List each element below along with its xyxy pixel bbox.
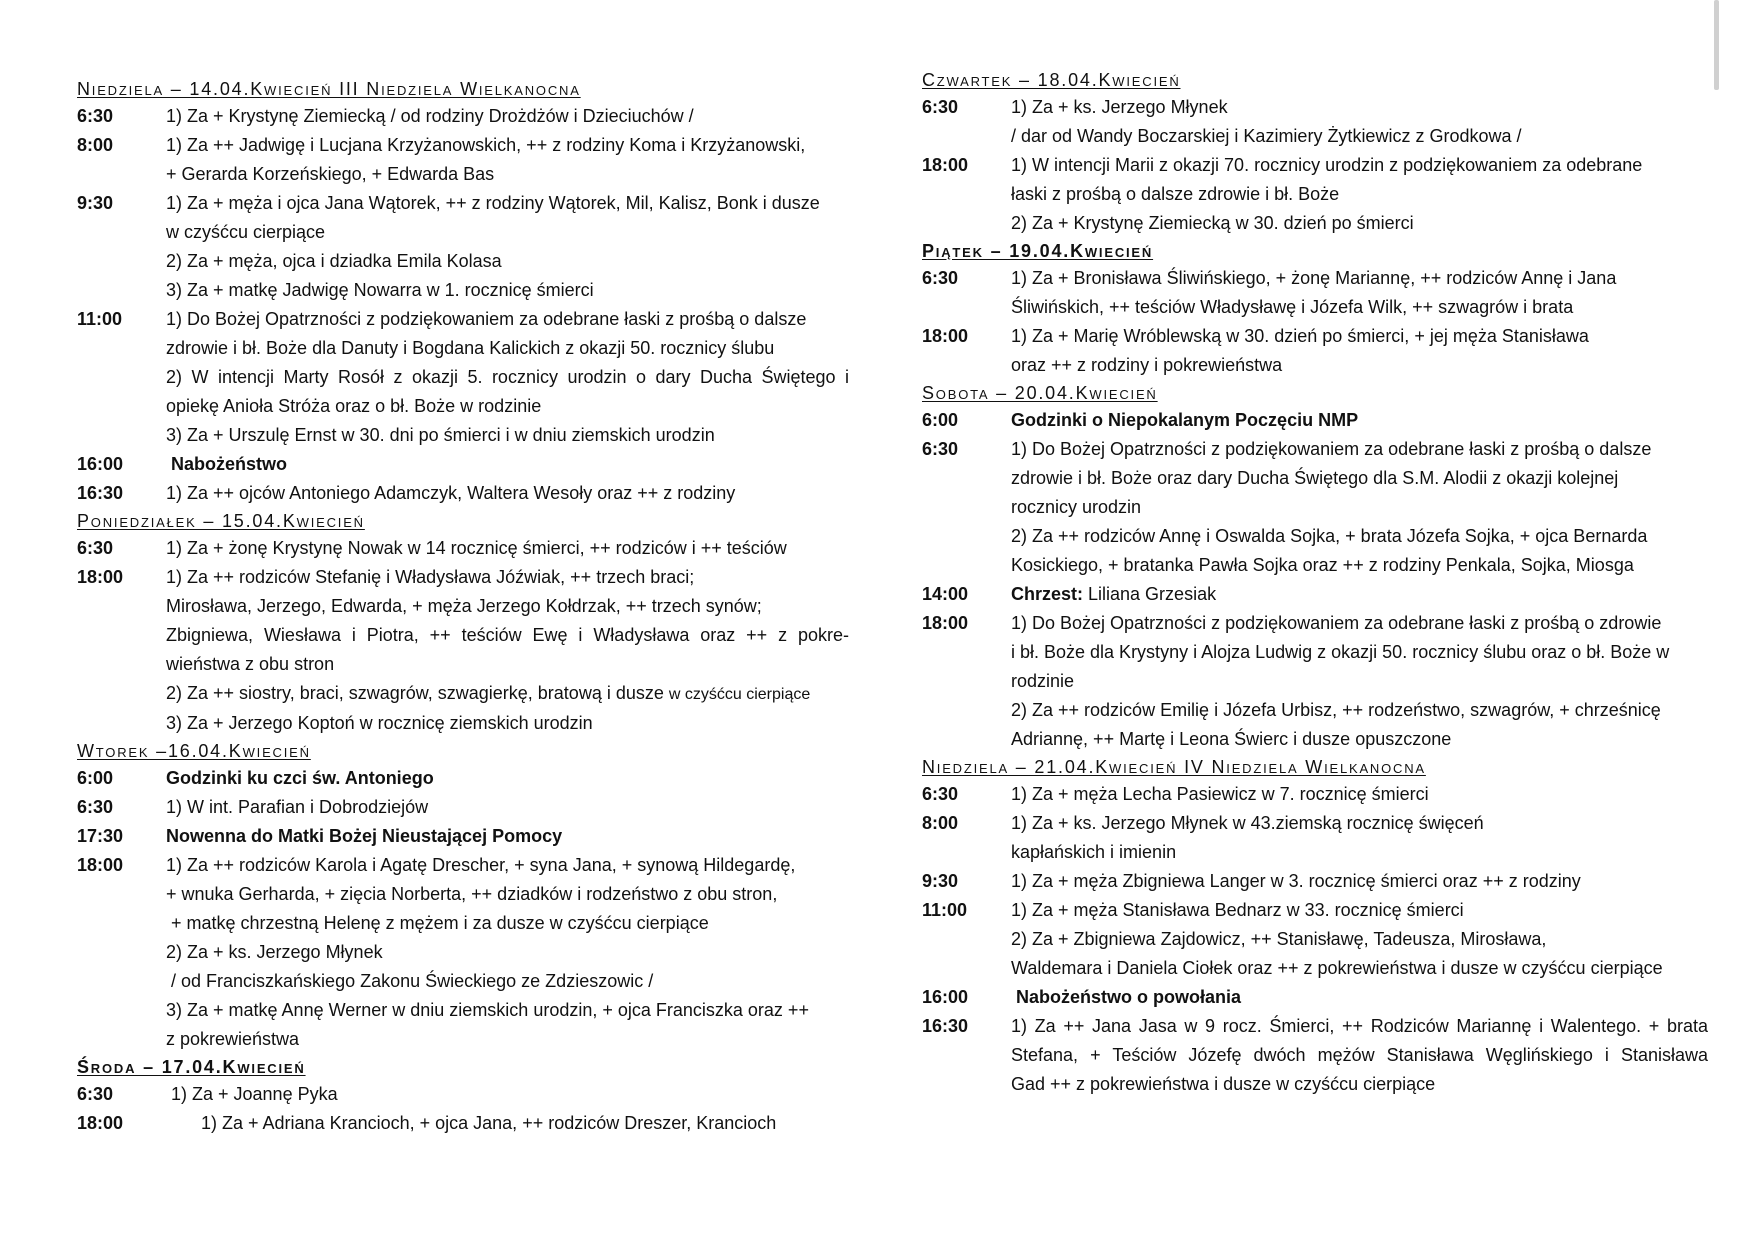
service-name: Nowenna do Matki Bożej Nieustającej Pomocy: [166, 826, 563, 846]
intention-line: + matkę chrzestną Helenę z mężem i za dusze w czyśćcu cierpiące: [171, 913, 709, 933]
intention-line: 1) Za + ks. Jerzego Młynek: [1011, 97, 1228, 117]
intention-line: 1) Za + Joannę Pyka: [171, 1084, 338, 1104]
service-name: Godzinki o Niepokalanym Poczęciu NMP: [1011, 410, 1359, 430]
intention-line: Mirosława, Jerzego, Edwarda, + męża Jerzego Kołdrzak, ++ trzech synów;: [166, 596, 762, 616]
mass-time: 16:30: [922, 1016, 969, 1036]
mass-entry: [922, 151, 1708, 238]
intention-line: 1) Za + Krystynę Ziemiecką / od rodziny Drożdżów i Dzieciuchów /: [166, 106, 694, 126]
mass-time: 11:00: [922, 900, 968, 920]
mass-entry: [922, 780, 1708, 809]
day-header-thursday-18: Czwartek – 18.04.Kwiecień: [922, 70, 1181, 90]
intention-line: + Gerarda Korzeńskiego, + Edwarda Bas: [166, 164, 495, 184]
mass-time: 18:00: [77, 1113, 124, 1133]
service-entry: [922, 983, 1708, 1012]
mass-entry: [922, 93, 1708, 151]
mass-entry: [77, 479, 849, 508]
intention-line: oraz ++ z rodziny i pokrewieństwa: [1011, 355, 1283, 375]
day-header-monday-15: Poniedziałek – 15.04.Kwiecień: [77, 511, 365, 531]
left-column: [77, 76, 849, 1138]
intention-line: 1) Za + Marię Wróblewską w 30. dzień po śmierci, + jej męża Stanisława: [1011, 326, 1589, 346]
mass-entry: [77, 534, 849, 563]
mass-time: 16:00: [922, 987, 969, 1007]
intention-line: Adriannę, ++ Martę i Leona Świerc i dusze opuszczone: [1011, 729, 1452, 749]
intention-line: 3) Za + matkę Jadwigę Nowarra w 1. rocznicę śmierci: [166, 280, 594, 300]
service-name: Godzinki ku czci św. Antoniego: [166, 768, 434, 788]
intention-line: rodzinie: [1011, 671, 1075, 691]
intention-line: + wnuka Gerharda, + zięcia Norberta, ++ dziadków i rodzeństwo z obu stron,: [166, 884, 778, 904]
intention-text: 2) Za ++ siostry, braci, szwagrów, szwagierkę, bratową i dusze: [166, 683, 669, 703]
intention-line: 1) Za + męża Zbigniewa Langer w 3. rocznicę śmierci oraz ++ z rodziny: [1011, 871, 1581, 891]
service-entry: [77, 764, 849, 793]
mass-time: 9:30: [922, 871, 959, 891]
intention-line: wieństwa z obu stron: [166, 654, 335, 674]
mass-time: 11:00: [77, 309, 123, 329]
intention-line: Gad ++ z pokrewieństwa i dusze w czyśćcu cierpiące: [1011, 1074, 1436, 1094]
intention-line: i bł. Boże dla Krystyny i Alojza Ludwig z okazji 50. rocznicy ślubu oraz o bł. Boże w: [1011, 642, 1670, 662]
intention-line: 1) Do Bożej Opatrzności z podziękowaniem za odebrane łaski z prośbą o dalsze: [1011, 439, 1652, 459]
mass-time: 17:30: [77, 826, 124, 846]
intention-line: 1) Za + Bronisława Śliwińskiego, + żonę Mariannę, ++ rodziców Annę i Jana: [1011, 268, 1617, 288]
mass-entry: [77, 1080, 849, 1109]
intention-line: 1) Za ++ rodziców Karola i Agatę Drescher, + syna Jana, + synową Hildegardę,: [166, 855, 796, 875]
baptism-label: Chrzest:: [1011, 584, 1084, 604]
mass-entry: [77, 1109, 849, 1138]
mass-time: 6:00: [77, 768, 114, 788]
baptism-line: [1011, 580, 1708, 609]
intention-line: 1) W int. Parafian i Dobrodziejów: [166, 797, 429, 817]
mass-time: 8:00: [922, 813, 959, 833]
mass-entry: [922, 867, 1708, 896]
right-column: [922, 67, 1708, 1099]
intention-line: [166, 679, 849, 709]
mass-time: 6:30: [922, 439, 959, 459]
baptism-entry: [922, 580, 1708, 609]
intention-line: 3) Za + Jerzego Koptoń w rocznicę ziemskich urodzin: [166, 713, 593, 733]
service-name: Nabożeństwo o powołania: [1016, 987, 1242, 1007]
mass-time: 6:30: [922, 97, 959, 117]
mass-time: 18:00: [77, 567, 124, 587]
intention-line: 1) Za + męża Lecha Pasiewicz w 7. rocznicę śmierci: [1011, 784, 1429, 804]
mass-time: 6:30: [922, 784, 959, 804]
intention-line: 2) Za + męża, ojca i dziadka Emila Kolasa: [166, 251, 502, 271]
intention-text-small: w czyśćcu cierpiące: [668, 686, 811, 703]
intention-line: 1) Za ++ ojców Antoniego Adamczyk, Waltera Wesoły oraz ++ z rodziny: [166, 483, 736, 503]
mass-time: 6:30: [922, 268, 959, 288]
intention-line: 2) Za ++ rodziców Emilię i Józefa Urbisz, ++ rodzeństwo, szwagrów, + chrześnicę: [1011, 700, 1661, 720]
intention-line: 2) Za + Zbigniewa Zajdowicz, ++ Stanisławę, Tadeusza, Mirosława,: [1011, 929, 1547, 949]
intention-line: łaski z prośbą o dalsze zdrowie i bł. Boże: [1011, 184, 1340, 204]
service-entry: [922, 406, 1708, 435]
day-header-tuesday-16: Wtorek –16.04.Kwiecień: [77, 741, 311, 761]
mass-entry: [77, 851, 849, 1054]
mass-entry: [922, 809, 1708, 867]
mass-entry: [77, 793, 849, 822]
intention-line: zdrowie i bł. Boże dla Danuty i Bogdana Kalickich z okazji 50. rocznicy ślubu: [166, 338, 775, 358]
mass-time: 8:00: [77, 135, 114, 155]
intention-line: 2) W intencji Marty Rosół z okazji 5. rocznicy urodzin o dary Ducha Świętego i: [166, 367, 849, 387]
intention-line: 1) Za ++ Jana Jasa w 9 rocz. Śmierci, ++ Rodziców Mariannę i Walentego. + brata: [1011, 1016, 1708, 1036]
intention-line: rocznicy urodzin: [1011, 497, 1142, 517]
intention-line: 1) Do Bożej Opatrzności z podziękowaniem za odebrane łaski z prośbą o dalsze: [166, 309, 807, 329]
day-header-wednesday-17: Środa – 17.04.Kwiecień: [77, 1057, 306, 1077]
mass-time: 18:00: [77, 855, 124, 875]
intention-line: 1) Do Bożej Opatrzności z podziękowaniem za odebrane łaski z prośbą o zdrowie: [1011, 613, 1662, 633]
mass-entry: [77, 131, 849, 189]
mass-entry: [77, 305, 849, 450]
mass-entry: [922, 896, 1708, 983]
intention-line: / od Franciszkańskiego Zakonu Świeckiego ze Zdzieszowic /: [171, 971, 654, 991]
intention-line: 1) W intencji Marii z okazji 70. rocznicy urodzin z podziękowaniem za odebrane: [1011, 155, 1643, 175]
intention-line: zdrowie i bł. Boże oraz dary Ducha Świętego dla S.M. Alodii z okazji kolejnej: [1011, 468, 1619, 488]
intention-line: Śliwińskich, ++ teściów Władysławę i Józefa Wilk, ++ szwagrów i brata: [1011, 297, 1574, 317]
mass-entry: [77, 189, 849, 305]
mass-time: 6:30: [77, 797, 114, 817]
service-name: Nabożeństwo: [171, 454, 288, 474]
mass-time: 6:30: [77, 1084, 114, 1104]
intention-line: Zbigniewa, Wiesława i Piotra, ++ teściów Ewę i Władysława oraz ++ z pokre-: [166, 625, 849, 645]
intention-line: 1) Za + Adriana Krancioch, + ojca Jana, ++ rodziców Dreszer, Krancioch: [201, 1113, 777, 1133]
intention-line: Stefana, + Teściów Józefę dwóch mężów Stanisława Węglińskiego i Stanisława: [1011, 1045, 1708, 1065]
mass-time: 6:30: [77, 538, 114, 558]
day-header-sunday-21: Niedziela – 21.04.Kwiecień IV Niedziela Wielkanocna: [922, 757, 1426, 777]
intention-line: Waldemara i Daniela Ciołek oraz ++ z pokrewieństwa i dusze w czyśćcu cierpiące: [1011, 958, 1663, 978]
intention-line: 2) Za + ks. Jerzego Młynek: [166, 942, 383, 962]
intention-line: 1) Za + ks. Jerzego Młynek w 43.ziemską rocznicę święceń: [1011, 813, 1484, 833]
intention-line: 2) Za + Krystynę Ziemiecką w 30. dzień po śmierci: [1011, 213, 1414, 233]
intention-line: 1) Za + męża i ojca Jana Wątorek, ++ z rodziny Wątorek, Mil, Kalisz, Bonk i dusze: [166, 193, 820, 213]
mass-time: 18:00: [922, 613, 969, 633]
mass-time: 18:00: [922, 326, 969, 346]
intention-line: / dar od Wandy Boczarskiej i Kazimiery Żytkiewicz z Grodkowa /: [1011, 126, 1522, 146]
mass-time: 16:00: [77, 454, 124, 474]
intention-line: z pokrewieństwa: [166, 1029, 300, 1049]
day-header-sunday-14: Niedziela – 14.04.Kwiecień III Niedziela Wielkanocna: [77, 79, 581, 99]
intention-line: w czyśćcu cierpiące: [166, 222, 326, 242]
intention-line: 3) Za + Urszulę Ernst w 30. dni po śmierci i w dniu ziemskich urodzin: [166, 425, 715, 445]
intention-line: 2) Za ++ rodziców Annę i Oswalda Sojka, + brata Józefa Sojka, + ojca Bernarda: [1011, 526, 1648, 546]
intention-line: 3) Za + matkę Annę Werner w dniu ziemskich urodzin, + ojca Franciszka oraz ++: [166, 1000, 809, 1020]
service-entry: [77, 822, 849, 851]
mass-entry: [922, 322, 1708, 380]
mass-entry: [77, 563, 849, 738]
day-header-saturday-20: Sobota – 20.04.Kwiecień: [922, 383, 1158, 403]
mass-time: 6:30: [77, 106, 114, 126]
mass-time: 16:30: [77, 483, 124, 503]
mass-entry: [922, 609, 1708, 754]
mass-time: 18:00: [922, 155, 969, 175]
intention-line: kapłańskich i imienin: [1011, 842, 1177, 862]
mass-entry: [922, 1012, 1708, 1099]
baptism-name: Liliana Grzesiak: [1083, 584, 1217, 604]
mass-time: 14:00: [922, 584, 969, 604]
mass-entry: [922, 435, 1708, 580]
scrollbar[interactable]: [1714, 0, 1719, 90]
intention-line: opiekę Anioła Stróża oraz o bł. Boże w rodzinie: [166, 396, 542, 416]
intention-line: Kosickiego, + bratanka Pawła Sojka oraz ++ z rodziny Penkala, Sojka, Miosga: [1011, 555, 1634, 575]
mass-entry: [77, 102, 849, 131]
intention-line: 1) Za ++ Jadwigę i Lucjana Krzyżanowskich, ++ z rodziny Koma i Krzyżanowski,: [166, 135, 806, 155]
mass-time: 6:00: [922, 410, 959, 430]
intention-line: 1) Za ++ rodziców Stefanię i Władysława Jóźwiak, ++ trzech braci;: [166, 567, 695, 587]
intention-line: 1) Za + męża Stanisława Bednarz w 33. rocznicę śmierci: [1011, 900, 1464, 920]
intention-line: 1) Za + żonę Krystynę Nowak w 14 rocznicę śmierci, ++ rodziców i ++ teściów: [166, 538, 787, 558]
service-entry: [77, 450, 849, 479]
day-header-friday-19: Piątek – 19.04.Kwiecień: [922, 241, 1154, 261]
mass-time: 9:30: [77, 193, 114, 213]
mass-entry: [922, 264, 1708, 322]
